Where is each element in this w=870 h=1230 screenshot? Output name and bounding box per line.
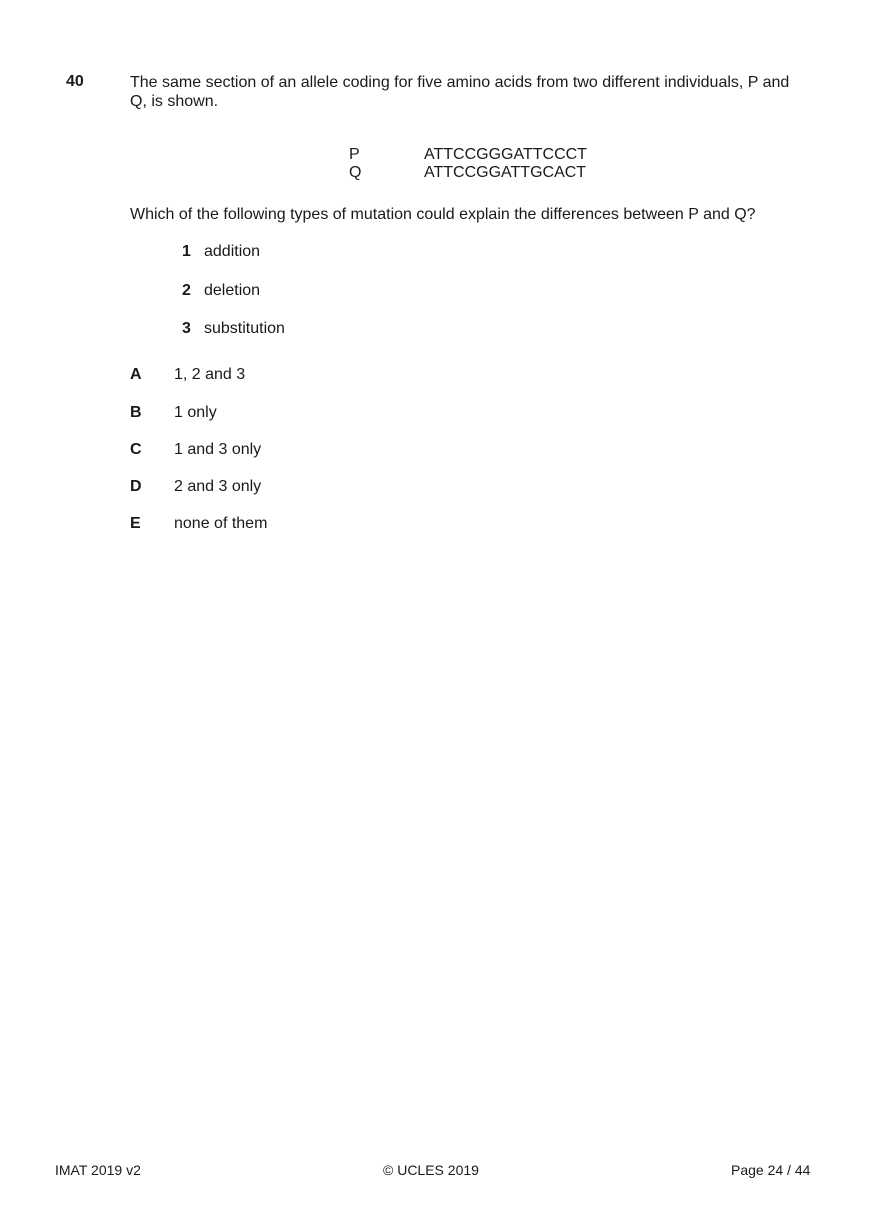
sequence-label: P	[349, 146, 360, 163]
sequence-value: ATTCCGGATTGCACT	[424, 164, 587, 181]
question-stem: The same section of an allele coding for five amino acids from two different individuals, P and Q, is shown.	[130, 74, 790, 110]
question-prompt: Which of the following types of mutation could explain the differences between P and Q?	[130, 206, 756, 223]
question-number: 40	[66, 73, 84, 90]
statement-number: 3	[182, 320, 191, 337]
option-c[interactable]	[130, 441, 261, 459]
statement-number: 1	[182, 243, 191, 260]
option-letter: B	[130, 404, 142, 421]
statement-text: deletion	[204, 282, 261, 299]
statement-1	[182, 243, 260, 261]
option-text: 1 and 3 only	[174, 441, 262, 458]
footer-page-number: Page 24 / 44	[731, 1162, 811, 1178]
option-letter: A	[130, 366, 142, 383]
statement-number: 2	[182, 282, 191, 299]
option-d[interactable]	[130, 478, 261, 496]
option-text: none of them	[174, 515, 268, 532]
option-a[interactable]	[130, 366, 245, 384]
sequence-label: Q	[349, 164, 362, 181]
option-e[interactable]	[130, 515, 267, 533]
option-letter: E	[130, 515, 141, 532]
option-text: 2 and 3 only	[174, 478, 262, 495]
statement-3	[182, 320, 285, 338]
statement-text: addition	[204, 243, 261, 260]
sequence-value: ATTCCGGGATTCCCT	[424, 146, 587, 163]
footer-exam-id: IMAT 2019 v2	[55, 1162, 141, 1178]
statement-2	[182, 282, 260, 300]
option-letter: C	[130, 441, 142, 458]
option-b[interactable]	[130, 404, 217, 422]
option-letter: D	[130, 478, 142, 495]
statement-text: substitution	[204, 320, 285, 337]
option-text: 1, 2 and 3	[174, 366, 246, 383]
footer-copyright: © UCLES 2019	[383, 1162, 479, 1178]
option-text: 1 only	[174, 404, 217, 421]
